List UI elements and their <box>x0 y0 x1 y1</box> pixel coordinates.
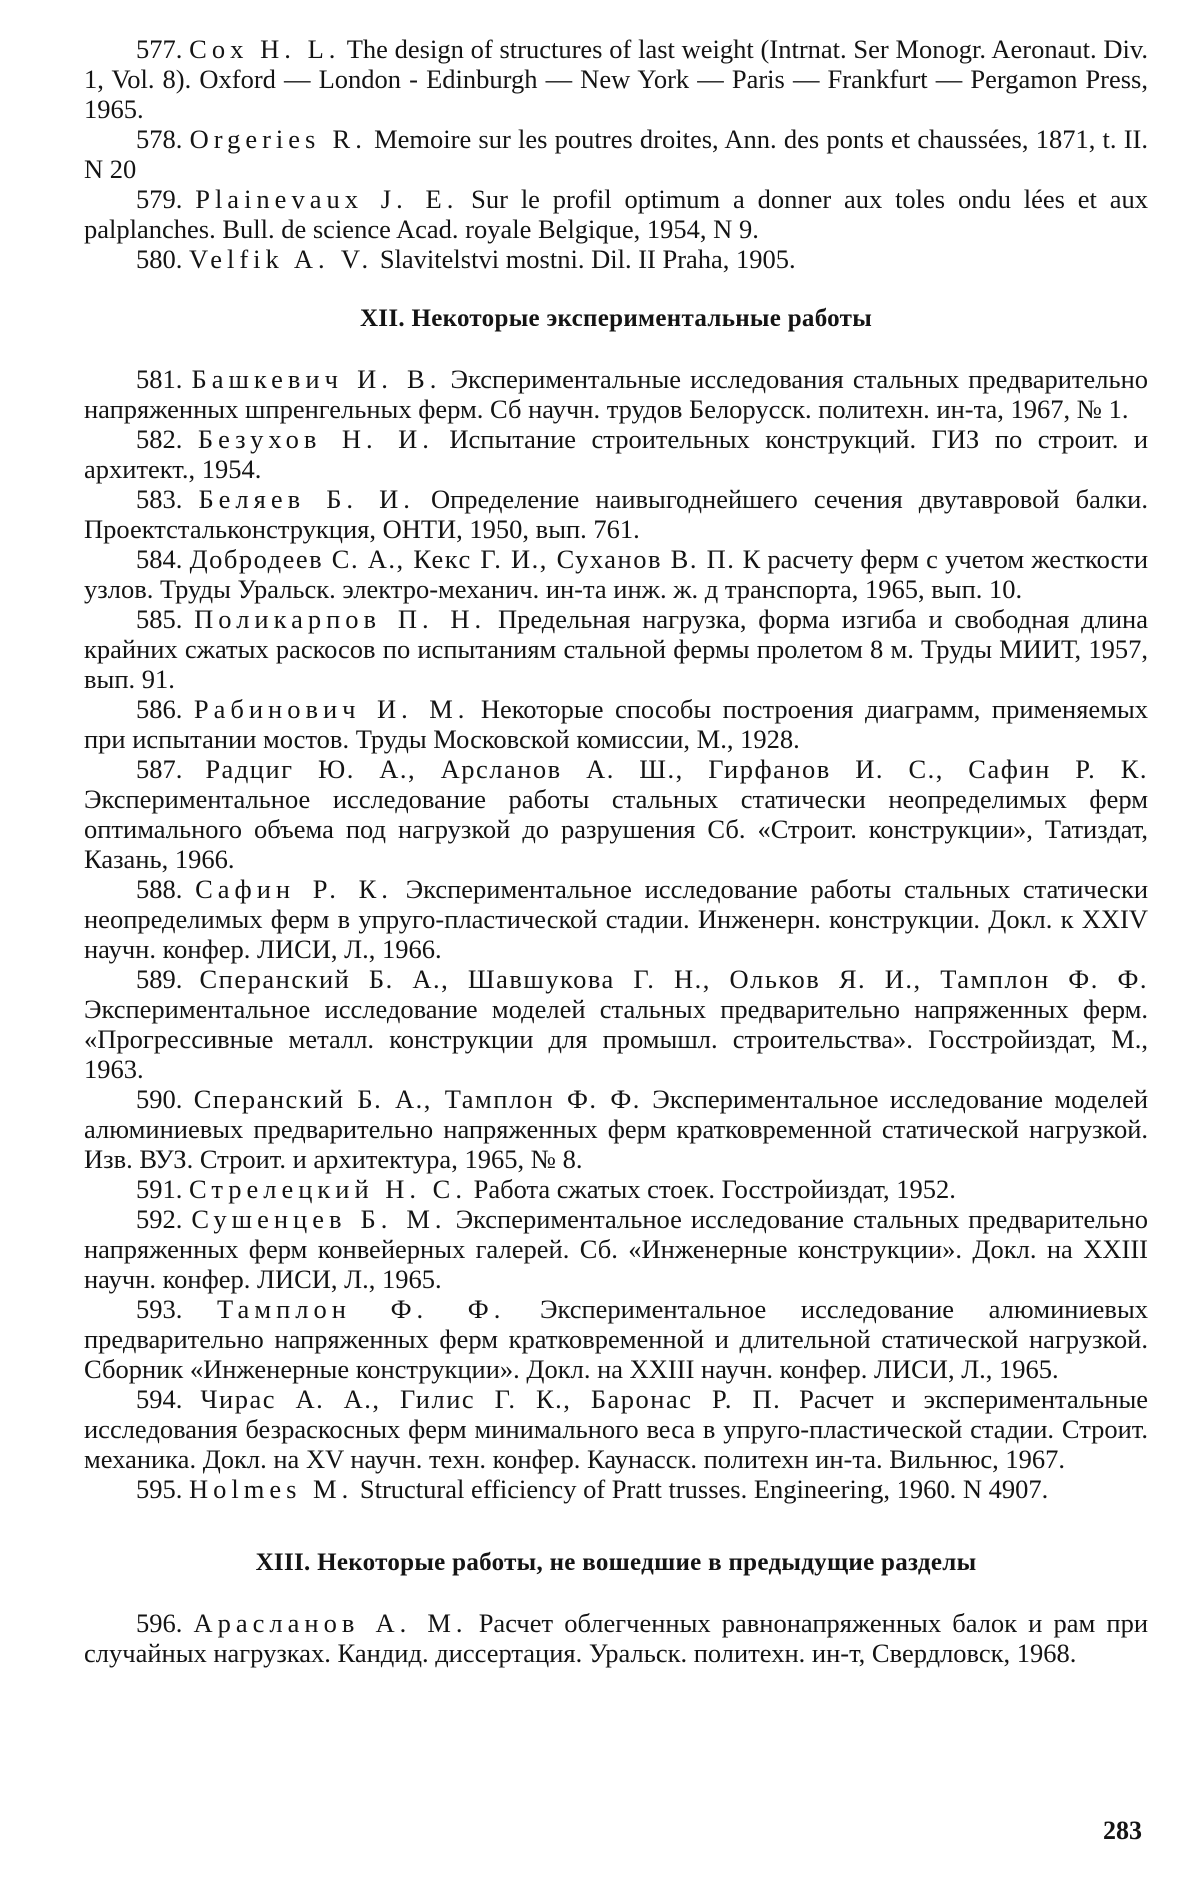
reference-author: Тамплон Ф. Ф. <box>217 1294 506 1324</box>
reference-number: 587. <box>136 754 183 784</box>
reference-text: Sur le profil optimum a donner aux toles ondu lées et aux palplanches. Bull. de science Acad. royale Belgique, 1954, N 9. <box>84 184 1149 244</box>
reference-entry <box>84 1174 1148 1204</box>
reference-text: Экспериментальное исследование моделей алюминиевых предварительно напряженных ферм кратковременной статической нагрузкой. Изв. ВУЗ. Строит. и архитектура, 1965, № 8. <box>84 1084 1149 1174</box>
reference-text: Structural efficiency of Pratt trusses. Engineering, 1960. N 4907. <box>353 1474 1049 1504</box>
reference-entry <box>84 124 1148 184</box>
reference-author: Рабинович И. М. <box>193 694 470 724</box>
reference-entry <box>84 874 1148 964</box>
reference-list-other <box>84 1608 1148 1668</box>
reference-number: 589. <box>136 964 183 994</box>
reference-text: Расчет облегченных равнонапряженных балок и рам при случайных нагрузках. Кандид. диссертация. Уральск. политехн. ин-т, Свердловск, 1968. <box>84 1608 1148 1668</box>
reference-author: Сафин Р. К. <box>195 874 393 904</box>
reference-entry <box>84 754 1148 874</box>
reference-number: 586. <box>136 694 183 724</box>
reference-entry <box>84 484 1148 544</box>
section-heading-xiii: XIII. Некоторые работы, не вошедшие в предыдущие разделы <box>255 1549 977 1576</box>
reference-author: Башкевич И. В. <box>191 364 442 394</box>
reference-number: 577. <box>136 34 183 64</box>
reference-number: 584. <box>136 544 183 574</box>
reference-number: 585. <box>136 604 183 634</box>
section-heading-xii: XII. Некоторые экспериментальные работы <box>359 305 873 332</box>
reference-author: Orgeries R. <box>189 124 367 154</box>
reference-author: Чирас А. А., Гилис Г. К., Баронас Р. П. <box>200 1384 782 1414</box>
reference-text: Экспериментальные исследования стальных предварительно напряженных шпренгельных ферм. Сб научн. трудов Белорусск. политехн. ин-та, 1967, № 1. <box>84 364 1149 424</box>
reference-number: 580. <box>136 244 183 274</box>
reference-number: 593. <box>136 1294 183 1324</box>
reference-entry <box>84 244 1148 274</box>
reference-author: Сперанский Б. А., Шавшукова Г. Н., Ольков Я. И., Тамплон Ф. Ф. <box>199 964 1149 994</box>
reference-number: 590. <box>136 1084 183 1114</box>
reference-author: Сушенцев Б. М. <box>191 1204 447 1234</box>
reference-entry <box>84 1474 1148 1504</box>
reference-number: 596. <box>136 1608 183 1638</box>
reference-entry <box>84 364 1148 424</box>
reference-entry <box>84 1294 1148 1384</box>
reference-author: Cox H. L. <box>189 34 341 64</box>
reference-text: Memoire sur les poutres droites, Ann. des ponts et chaussées, 1871, t. II. N 20 <box>84 124 1149 184</box>
reference-number: 583. <box>136 484 183 514</box>
reference-number: 591. <box>136 1174 183 1204</box>
reference-text: Экспериментальное исследование моделей стальных предварительно напряженных ферм. «Прогрессивные металл. конструкции для промышл. строительства». Госстройиздат, М., 1963. <box>84 994 1148 1084</box>
reference-number: 594. <box>136 1384 183 1414</box>
reference-author: Стрелецкий Н. С. <box>189 1174 467 1204</box>
reference-number: 588. <box>136 874 183 904</box>
reference-entry <box>84 964 1148 1084</box>
reference-text: Некоторые способы построения диаграмм, применяемых при испытании мостов. Труды Московской комиссии, М., 1928. <box>84 694 1149 754</box>
reference-entry <box>84 184 1148 244</box>
reference-text: The design of structures of last weight (Intrnat. Ser Monogr. Aeronaut. Div. 1, Vol. 8). Oxford — London - Edinburgh — New York — Paris — Frankfurt — Pergamon Press, 1965. <box>84 34 1148 124</box>
reference-author: Поликарпов П. Н. <box>194 604 487 634</box>
reference-text: Расчет и экспериментальные исследования безраскосных ферм минимального веса в упруго-пластической стадии. Строит. механика. Докл. на XV научн. техн. конфер. Каунасск. политехн ин-та. Вильнюс, 1967. <box>84 1384 1149 1474</box>
reference-number: 592. <box>136 1204 183 1234</box>
reference-text: Работа сжатых стоек. Госстройиздат, 1952. <box>466 1174 956 1204</box>
reference-text: Испытание строительных конструкций. ГИЗ по строит. и архитект., 1954. <box>84 424 1148 484</box>
reference-author: Арасланов А. М. <box>193 1608 468 1638</box>
reference-author: Сперанский Б. А., Тамплон Ф. Ф. <box>193 1084 641 1114</box>
reference-entry <box>84 1384 1148 1474</box>
reference-entry <box>84 604 1148 694</box>
reference-author: Добродеев С. А., Кекс Г. И., Суханов В. П. <box>189 544 736 574</box>
reference-entry <box>84 694 1148 754</box>
reference-entry <box>84 1204 1148 1294</box>
reference-number: 581. <box>136 364 183 394</box>
reference-text: К расчету ферм с учетом жесткости узлов. Труды Уральск. электро-механич. ин-та инж. ж. д транспорта, 1965, вып. 10. <box>84 544 1149 604</box>
page-number: 283 <box>1103 1816 1142 1845</box>
reference-author: Беляев Б. И. <box>198 484 415 514</box>
reference-number: 579. <box>136 184 183 214</box>
reference-entry <box>84 1084 1148 1174</box>
reference-text: Предельная нагрузка, форма изгиба и свободная длина крайних сжатых раскосов по испытаниям стальной фермы пролетом 8 м. Труды МИИТ, 1957, вып. 91. <box>84 604 1148 694</box>
reference-author: Радциг Ю. А., Арсланов А. Ш., Гирфанов И. С., Сафин Р. К. <box>205 754 1149 784</box>
reference-text: Экспериментальное исследование стальных предварительно напряженных ферм конвейерных галерей. Сб. «Инженерные конструкции». Докл. на XXIII научн. конфер. ЛИСИ, Л., 1965. <box>84 1204 1149 1294</box>
reference-number: 582. <box>136 424 183 454</box>
reference-number: 578. <box>136 124 183 154</box>
reference-text: Экспериментальное исследование работы стальных статически неопределимых ферм в упруго-пластической стадии. Инженерн. конструкции. Докл. к XXIV научн. конфер. ЛИСИ, Л., 1966. <box>84 874 1148 964</box>
reference-author: Holmes M. <box>189 1474 354 1504</box>
reference-text: Slavitelstvi mostni. Dil. II Praha, 1905. <box>373 244 796 274</box>
reference-entry <box>84 424 1148 484</box>
reference-entry <box>84 544 1148 604</box>
reference-text: Экспериментальное исследование работы стальных статически неопределимых ферм оптимального объема под нагрузкой до разрушения Сб. «Строит. конструкции», Татиздат, Казань, 1966. <box>84 784 1148 874</box>
reference-entry <box>84 1608 1148 1668</box>
reference-author: Plainevaux J. E. <box>195 184 459 214</box>
reference-author: Безухов Н. И. <box>197 424 434 454</box>
reference-entry <box>84 34 1148 124</box>
reference-list-foreign <box>84 34 1148 274</box>
reference-author: Velfik A. V. <box>189 244 374 274</box>
reference-list-experimental <box>84 364 1148 1504</box>
reference-text: Экспериментальное исследование алюминиевых предварительно напряженных ферм кратковременной и длительной статической нагрузкой. Сборник «Инженерные конструкции». Докл. на XXIII научн. конфер. ЛИСИ, Л., 1965. <box>84 1294 1148 1384</box>
bibliography-page <box>84 34 1148 1668</box>
reference-number: 595. <box>136 1474 183 1504</box>
reference-text: Определение наивыгоднейшего сечения двутавровой балки. Проектстальконструкция, ОНТИ, 1950, вып. 761. <box>84 484 1148 544</box>
